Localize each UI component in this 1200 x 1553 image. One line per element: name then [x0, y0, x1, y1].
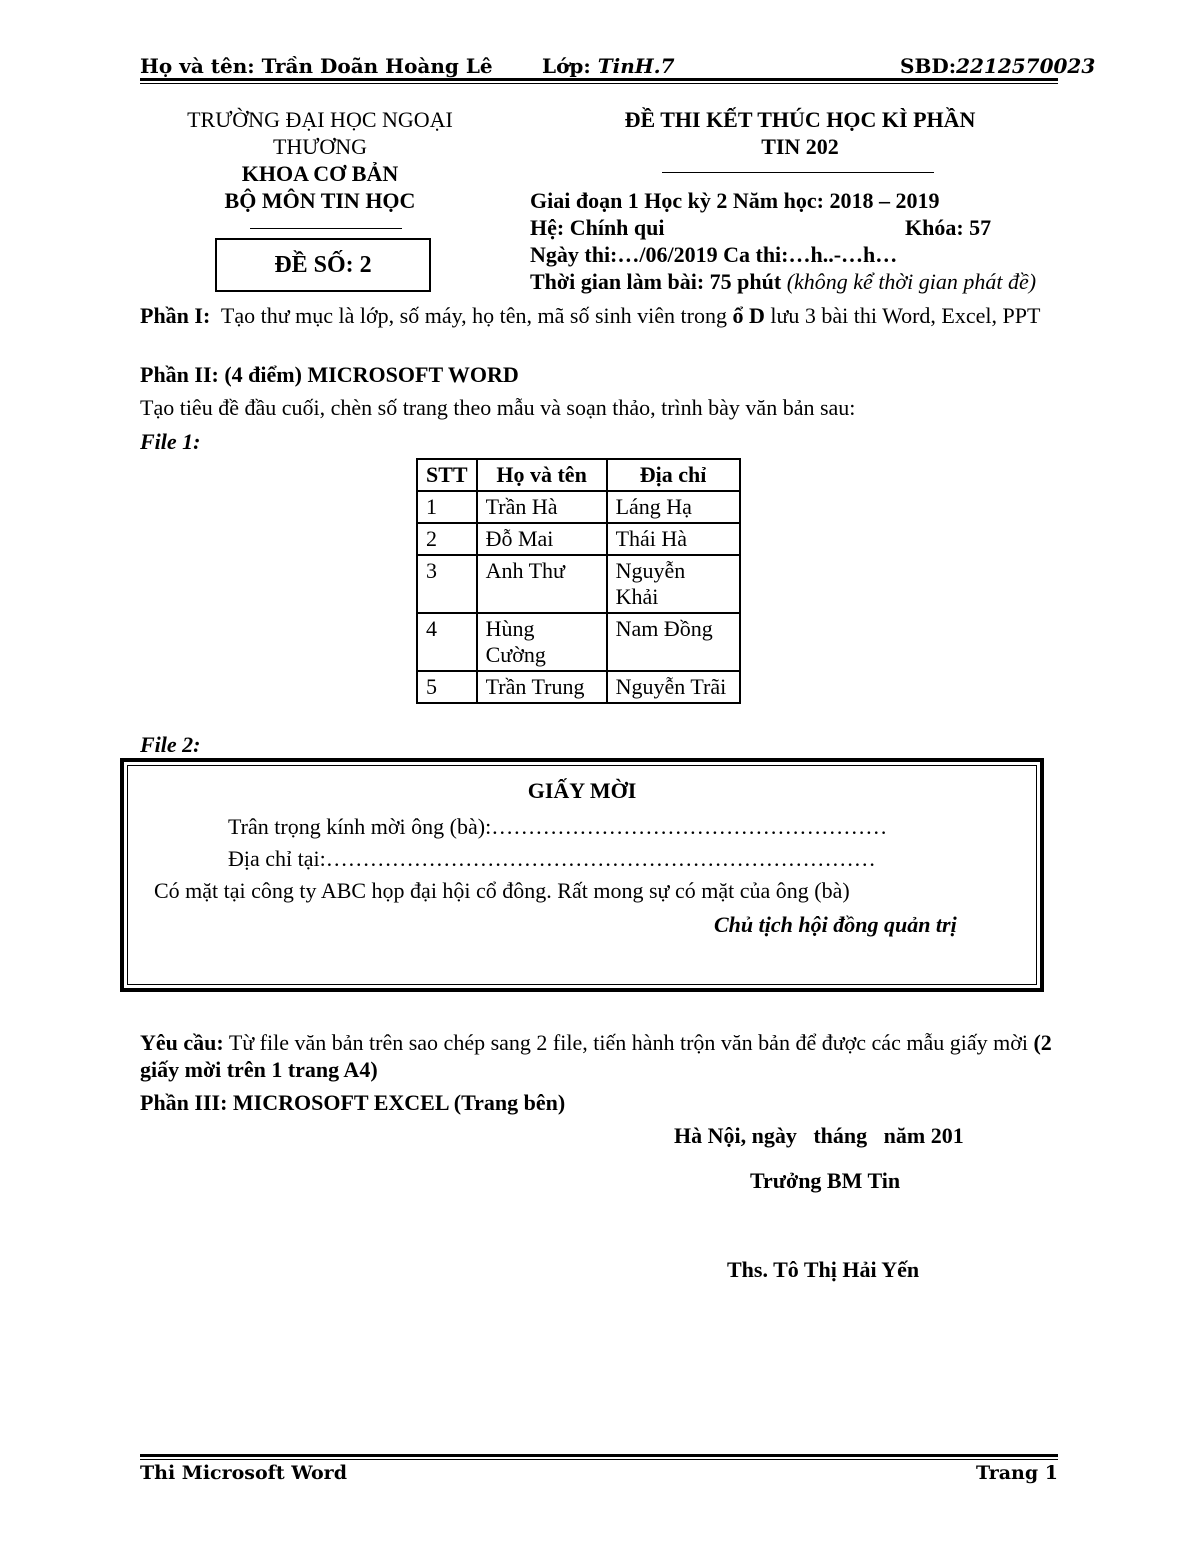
invitation-line-3: Có mặt tại công ty ABC họp đại hội cổ đông. Rất mong sự có mặt của ông (bà): [154, 878, 850, 903]
table-cell: Thái Hà: [607, 523, 740, 555]
table-cell: Nguyễn Khải: [607, 555, 740, 613]
invitation-line-2: Địa chỉ tại:…………………………………………………………………: [228, 846, 876, 871]
signature-place-date: Hà Nội, ngày tháng năm 201: [674, 1123, 964, 1148]
table-cell: 2: [417, 523, 477, 555]
exam-stage: Giai đoạn 1 Học kỳ 2 Năm học: 2018 – 2019: [530, 188, 940, 213]
part-2-instruction: Tạo tiêu đề đầu cuối, chèn số trang theo mẫu và soạn thảo, trình bày văn bản sau:: [140, 395, 856, 420]
footer-page-number: Trang 1: [975, 1462, 1058, 1484]
part-1: Phần I: Tạo thư mục là lớp, số máy, họ tên, mã số sinh viên trong ổ D lưu 3 bài thi Word, Excel, PPT: [140, 303, 1041, 328]
invitation-box: [120, 758, 1044, 992]
table-cell: Hùng Cường: [477, 613, 607, 671]
table-cell: Đỗ Mai: [477, 523, 607, 555]
invitation-signer: Chủ tịch hội đồng quản trị: [714, 912, 957, 937]
header-class: Lớp: TinH.7: [542, 54, 675, 78]
table-cell: Nam Đồng: [607, 613, 740, 671]
file-1-label: File 1:: [140, 429, 201, 454]
table-cell: 5: [417, 671, 477, 703]
table-row: [417, 523, 740, 555]
right-divider: [662, 172, 934, 173]
table-cell: Láng Hạ: [607, 491, 740, 523]
invitation-line-1: Trân trọng kính mời ông (bà):………………………………………………: [228, 814, 888, 839]
table-row: [417, 671, 740, 703]
footer-rule-thin: [140, 1459, 1058, 1460]
table-row: [417, 491, 740, 523]
table-cell: 3: [417, 555, 477, 613]
requirement: Yêu cầu: Từ file văn bản trên sao chép sang 2 file, tiến hành trộn văn bản để được các mẫu giấy mời (2 giấy mời trên 1 trang A4): [140, 1030, 1052, 1082]
left-divider: [250, 228, 402, 229]
faculty-name: KHOA CƠ BẢN: [241, 161, 399, 186]
file-2-label: File 2:: [140, 732, 201, 757]
header-rule-thin: [140, 83, 1058, 84]
header-rule: [140, 78, 1058, 81]
exam-title: ĐỀ THI KẾT THÚC HỌC KÌ PHẦN TIN 202: [624, 107, 976, 159]
table-row: [417, 555, 740, 613]
table-cell: Trần Trung: [477, 671, 607, 703]
table-cell: Anh Thư: [477, 555, 607, 613]
table-cell: Trần Hà: [477, 491, 607, 523]
student-table-wrapper: [416, 458, 741, 704]
school-name: TRƯỜNG ĐẠI HỌC NGOẠI THƯƠNG: [187, 107, 453, 159]
exam-number-box: ĐỀ SỐ: 2: [215, 238, 431, 292]
footer-left: Thi Microsoft Word: [140, 1462, 347, 1484]
table-cell: 1: [417, 491, 477, 523]
signature-name: Ths. Tô Thị Hải Yến: [727, 1257, 920, 1282]
column-header: Họ và tên: [477, 459, 607, 491]
invitation-title: GIẤY MỜI: [527, 778, 637, 803]
exam-course: Khóa: 57: [905, 215, 992, 240]
table-row: [417, 613, 740, 671]
header-student-name: Họ và tên: Trần Doãn Hoàng Lê: [140, 54, 493, 78]
table-cell: Nguyễn Trãi: [607, 671, 740, 703]
table-header-row: [417, 459, 740, 491]
department-name: BỘ MÔN TIN HỌC: [224, 188, 416, 213]
student-table: [416, 458, 741, 704]
table-cell: 4: [417, 613, 477, 671]
exam-duration: Thời gian làm bài: 75 phút (không kể thời gian phát đề): [530, 269, 1037, 294]
part-3-heading: Phần III: MICROSOFT EXCEL (Trang bên): [140, 1090, 566, 1115]
header-sbd: SBD:2212570023: [900, 54, 1096, 78]
exam-system: Hệ: Chính qui: [530, 215, 665, 240]
part-2-heading: Phần II: (4 điểm) MICROSOFT WORD: [140, 362, 519, 387]
column-header: STT: [417, 459, 477, 491]
footer-rule: [140, 1454, 1058, 1457]
exam-date: Ngày thi:…/06/2019 Ca thi:…h..-…h…: [530, 242, 898, 267]
column-header: Địa chỉ: [607, 459, 740, 491]
signature-role: Trưởng BM Tin: [750, 1168, 901, 1193]
